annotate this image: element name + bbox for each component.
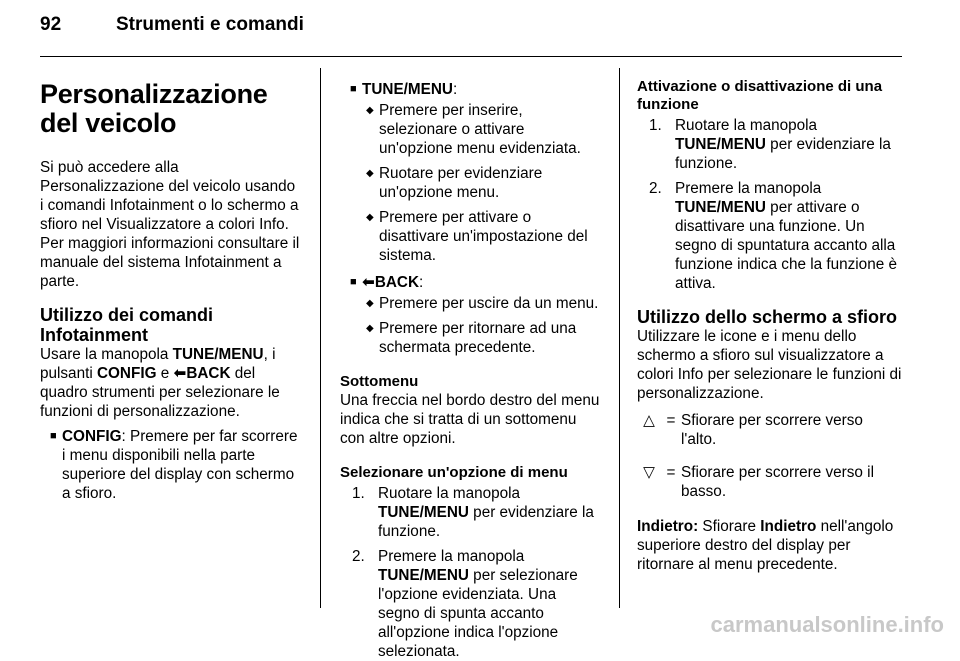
column-1: [40, 72, 302, 503]
list-item: ■ TUNE/MENU:: [350, 81, 458, 98]
section-heading: Utilizzo dello schermo a sfioro: [637, 307, 898, 327]
list-item: 2. Premere la manopola TUNE/MENU per selezionare l'opzione evidenziata. Una segno di spunta accanto all'opzione indica l'opzione selezionata.: [352, 548, 578, 660]
diamond-bullet-icon: ◆: [366, 212, 374, 223]
list-item: ◆ Premere per attivare o disattivare un'impostazione del sistema.: [366, 209, 588, 264]
symbol-row: ▽ = Sfiorare per scorrere verso il basso.: [637, 463, 902, 501]
diamond-bullet-icon: ◆: [366, 323, 374, 334]
diamond-bullet-icon: ◆: [366, 168, 374, 179]
page-header: [40, 14, 304, 36]
list-item: 1. Ruotare la manopola TUNE/MENU per evidenziare la funzione.: [649, 117, 891, 172]
triangle-up-icon: △: [643, 412, 655, 429]
square-bullet-icon: ■: [350, 83, 357, 95]
subsection-heading: Sottomenu: [340, 373, 419, 390]
page-title: Personalizzazione del veicolo: [40, 79, 268, 138]
triangle-down-icon: ▽: [643, 464, 655, 481]
column-divider: [619, 68, 620, 608]
list-item: ■ CONFIG: Premere per far scorrere i menu disponibili nella parte superiore del display con schermo a sfioro.: [50, 428, 298, 502]
column-2: [340, 72, 602, 661]
watermark: carmanualsonline.info: [710, 612, 944, 637]
list-item: 2. Premere la manopola TUNE/MENU per attivare o disattivare una funzione. Un segno di spuntatura accanto alla funzione indica che la funzione è attiva.: [649, 180, 897, 292]
subsection-heading: Attivazione o disattivazione di una funzione: [637, 78, 883, 113]
usage-paragraph: Usare la manopola TUNE/MENU, i pulsanti CONFIG e ⬅BACK del quadro strumenti per selezionare le funzioni di personalizzazione.: [40, 346, 280, 420]
submenu-paragraph: Una freccia nel bordo destro del menu indica che si tratta di un sottomenu con altre opzioni.: [340, 392, 600, 447]
column-divider: [320, 68, 321, 608]
touch-paragraph: Utilizzare le icone e i menu dello schermo a sfioro sul visualizzatore a colori Info per selezionare le funzioni di personalizzazione.: [637, 328, 902, 402]
list-item: ◆ Premere per inserire, selezionare o attivare un'opzione menu evidenziata.: [366, 102, 581, 157]
diamond-bullet-icon: ◆: [366, 105, 374, 116]
list-item: ◆ Premere per ritornare ad una schermata precedente.: [366, 320, 577, 356]
section-heading: Utilizzo dei comandi Infotainment: [40, 305, 214, 345]
list-item: 1. Ruotare la manopola TUNE/MENU per evidenziare la funzione.: [352, 485, 594, 540]
back-paragraph: Indietro: Sfiorare Indietro nell'angolo superiore destro del display per ritornare al menu precedente.: [637, 518, 894, 573]
section-title: Strumenti e comandi: [116, 14, 304, 35]
list-item: ■ ⬅BACK:: [350, 274, 424, 291]
square-bullet-icon: ■: [350, 276, 357, 288]
subsection-heading: Selezionare un'opzione di menu: [340, 464, 568, 481]
column-3: [637, 72, 902, 574]
header-divider: [40, 56, 902, 57]
list-item: ◆ Premere per uscire da un menu.: [366, 295, 599, 312]
symbol-row: △ = Sfiorare per scorrere verso l'alto.: [637, 411, 902, 449]
square-bullet-icon: ■: [50, 430, 57, 442]
diamond-bullet-icon: ◆: [366, 298, 374, 309]
intro-paragraph: Si può accedere alla Personalizzazione del veicolo usando i comandi Infotainment o lo schermo a sfioro nel Visualizzatore a colori Info. Per maggiori informazioni consultare il manuale del sistema Infotainment a parte.: [40, 159, 300, 290]
page-number: 92: [40, 14, 62, 35]
list-item: ◆ Ruotare per evidenziare un'opzione menu.: [366, 165, 543, 201]
